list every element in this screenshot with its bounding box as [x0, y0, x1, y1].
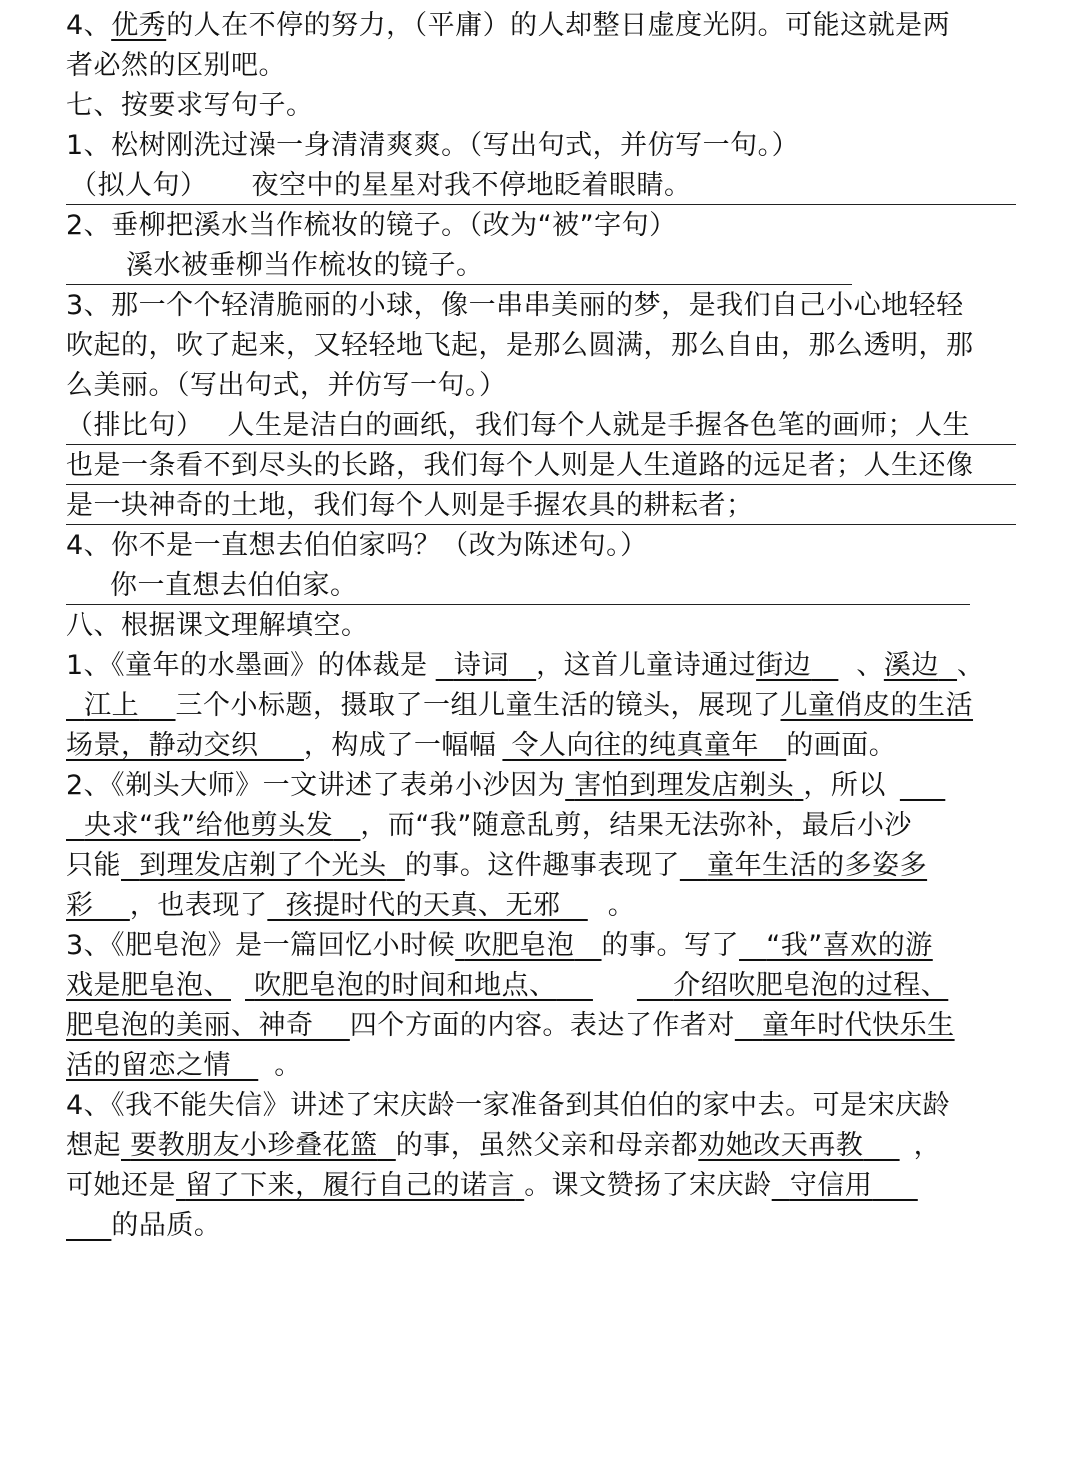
answer-blank: 活的留恋之情 — [66, 1050, 231, 1081]
line-2 — [66, 48, 286, 84]
question-text: 的事。写了 — [601, 930, 740, 961]
question-text: 2、《剃头大师》一文讲述了表弟小沙因为 — [66, 770, 566, 801]
question-text: 四个方面的内容。表达了作者对 — [349, 1010, 735, 1041]
question-text: 的品质。 — [111, 1210, 222, 1241]
answer-blank: 要教朋友小珍叠花篮 — [130, 1130, 378, 1161]
answer-blank: 彩 — [66, 890, 94, 921]
question-text: 的事，虽然父亲和母亲都 — [395, 1130, 699, 1161]
answer-text: 你一直想去伯伯家。 — [110, 570, 358, 601]
question-text: 的事。这件趣事表现了 — [404, 850, 680, 881]
answer-text: 溪水被垂柳当作梳妆的镜子。 — [126, 250, 484, 281]
question-text: 想起 — [66, 1130, 121, 1161]
question-text: ， — [913, 1130, 942, 1161]
question-8-3-cont — [66, 1048, 302, 1084]
question-8-1-cont — [66, 728, 896, 764]
question-7-3-cont — [66, 328, 974, 364]
answer-7-3-cont — [66, 488, 754, 524]
question-text: 。课文赞扬了宋庆龄 — [524, 1170, 772, 1201]
question-8-2-cont — [66, 888, 635, 924]
answer-line — [66, 284, 852, 285]
question-text: ，而“我”随意乱剪，结果无法弥补，最后小沙 — [360, 810, 912, 841]
question-8-1 — [66, 648, 985, 684]
question-8-3 — [66, 928, 933, 964]
section-heading-7 — [66, 88, 314, 124]
answer-line — [66, 204, 1016, 205]
question-8-2-cont — [66, 808, 912, 844]
sentence-text: 的人在不停的努力，（平庸）的人却整日虚度光阴。可能这就是两 — [166, 10, 951, 41]
question-7-1 — [66, 128, 799, 164]
answer-7-2 — [66, 248, 484, 284]
answer-blank: 吹肥皂泡 — [464, 930, 575, 961]
question-text: 。 — [607, 890, 636, 921]
question-7-4 — [66, 528, 648, 564]
section-heading-8 — [66, 608, 369, 644]
question-text: 只能 — [66, 850, 121, 881]
section-title: 八、根据课文理解填空。 — [66, 610, 369, 641]
question-text: 的画面。 — [786, 730, 897, 761]
question-text: 2、垂柳把溪水当作梳妆的镜子。（改为“被”字句） — [66, 210, 677, 241]
answer-7-1 — [66, 168, 692, 204]
question-7-2 — [66, 208, 677, 244]
answer-blank: 孩提时代的天真、无邪 — [285, 890, 561, 921]
question-8-3-cont — [66, 1008, 955, 1044]
question-text: 1、松树刚洗过澡一身清清爽爽。（写出句式，并仿写一句。） — [66, 130, 800, 161]
answer-blank: 儿童俏皮的生活 — [780, 690, 974, 721]
answer-blank: 害怕到理发店剃头 — [574, 770, 795, 801]
question-text: 。 — [274, 1050, 302, 1081]
answer-blank: 诗词 — [453, 650, 509, 681]
question-text: 3、《肥皂泡》是一篇回忆小时候 — [66, 930, 456, 961]
question-8-2 — [66, 768, 945, 804]
answer-blank: 介绍吹肥皂泡的过程、 — [673, 970, 949, 1001]
answer-blank: “我”喜欢的游 — [766, 930, 933, 961]
answer-blank: 溪边 — [883, 650, 939, 681]
question-text: ，也表现了 — [129, 890, 268, 921]
answer-blank: 吹肥皂泡的时间和地点、 — [254, 970, 557, 1001]
item-number: 4、 — [66, 10, 112, 41]
answer-line — [66, 484, 1016, 485]
question-7-3 — [66, 288, 964, 324]
question-text: 三个小标题，摄取了一组儿童生活的镜头，展现了 — [175, 690, 781, 721]
question-8-3-cont — [66, 968, 948, 1004]
question-text: ，这首儿童诗通过 — [536, 650, 757, 681]
answer-blank: 守信用 — [789, 1170, 873, 1201]
answer-text: 夜空中的星星对我不停地眨着眼睛。 — [251, 170, 692, 201]
question-text: 吹起的，吹了起来，又轻轻地飞起，是那么圆满，那么自由，那么透明，那 — [66, 330, 974, 361]
answer-blank: 童年生活的多姿多 — [707, 850, 928, 881]
answer-blank: 优秀 — [111, 10, 167, 41]
section-title: 七、按要求写句子。 — [66, 90, 314, 121]
answer-blank: 肥皂泡的美丽、神奇 — [66, 1010, 314, 1041]
question-text: 么美丽。（写出句式，并仿写一句。） — [66, 370, 507, 401]
answer-blank: 江上 — [84, 690, 140, 721]
question-7-3-cont — [66, 368, 507, 404]
answer-blank — [900, 768, 945, 804]
answer-blank: 童年时代快乐生 — [762, 1010, 955, 1041]
answer-text: 也是一条看不到尽头的长路，我们每个人则是人生道路的远足者；人生还像 — [66, 450, 974, 481]
question-8-1-cont — [66, 688, 973, 724]
question-text: 、 — [856, 650, 884, 681]
sentence-type-label: （拟人句） — [70, 170, 208, 201]
sentence-text: 者必然的区别吧。 — [66, 50, 286, 81]
sentence-type-label: （排比句） — [66, 410, 204, 441]
answer-7-4 — [66, 568, 358, 604]
answer-text: 是一块神奇的土地，我们每个人则是手握农具的耕耘者； — [66, 490, 754, 521]
answer-line — [66, 444, 1016, 445]
question-text: ，所以 — [803, 770, 886, 801]
answer-blank: 戏是肥皂泡、 — [66, 970, 231, 1001]
answer-7-3-cont — [66, 448, 974, 484]
answer-blank: 场景，静动交织 — [66, 730, 259, 761]
answer-blank: 劝她改天再教 — [698, 1130, 864, 1161]
answer-line — [66, 524, 1016, 525]
answer-blank — [66, 1208, 111, 1244]
question-8-2-cont — [66, 848, 927, 884]
question-text: ，构成了一幅幅 — [303, 730, 497, 761]
answer-blank: 留了下来，履行自己的诺言 — [185, 1170, 516, 1201]
answer-blank: 街边 — [756, 650, 812, 681]
line-1 — [66, 8, 950, 44]
answer-blank: 到理发店剃了个光头 — [139, 850, 387, 881]
answer-7-3 — [66, 408, 970, 444]
question-8-4-cont — [66, 1208, 221, 1244]
question-8-4 — [66, 1088, 950, 1124]
question-text: 可她还是 — [66, 1170, 176, 1201]
question-8-4-cont — [66, 1128, 941, 1164]
question-text: 4、你不是一直想去伯伯家吗？（改为陈述句。） — [66, 530, 648, 561]
question-text: 、 — [957, 650, 985, 681]
answer-text: 人生是洁白的画纸，我们每个人就是手握各色笔的画师；人生 — [227, 410, 970, 441]
answer-blank: 令人向往的纯真童年 — [511, 730, 760, 761]
question-8-4-cont — [66, 1168, 918, 1204]
question-text: 4、《我不能失信》讲述了宋庆龄一家准备到其伯伯的家中去。可是宋庆龄 — [66, 1090, 951, 1121]
answer-blank: 央求“我”给他剪头发 — [84, 810, 334, 841]
question-text: 1、《童年的水墨画》的体裁是 — [66, 650, 428, 681]
question-text: 3、那一个个轻清脆丽的小球，像一串串美丽的梦，是我们自己小心地轻轻 — [66, 290, 964, 321]
answer-line — [66, 604, 970, 605]
